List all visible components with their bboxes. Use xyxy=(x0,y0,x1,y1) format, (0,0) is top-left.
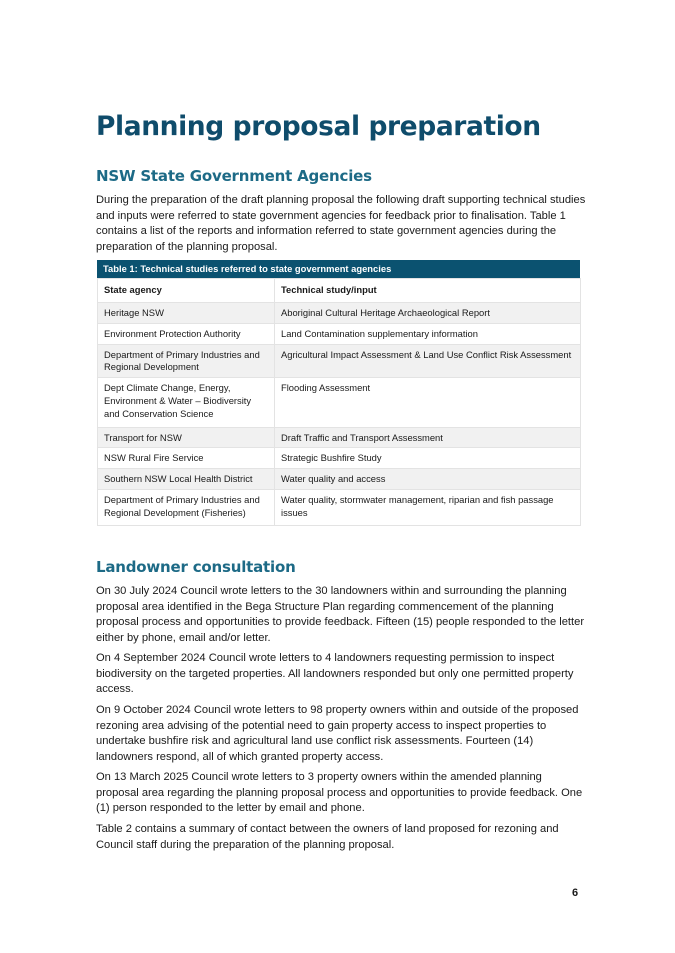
column-header-technical-study: Technical study/input xyxy=(275,279,581,303)
cell-study: Aboriginal Cultural Heritage Archaeological Report xyxy=(275,303,581,324)
section-heading-agencies: NSW State Government Agencies xyxy=(96,167,372,185)
cell-agency: Department of Primary Industries and Regional Development xyxy=(98,344,275,378)
cell-study: Flooding Assessment xyxy=(275,378,581,427)
agency-table xyxy=(97,278,581,526)
cell-study: Agricultural Impact Assessment & Land Use Conflict Risk Assessment xyxy=(275,344,581,378)
cell-agency: Heritage NSW xyxy=(98,303,275,324)
agencies-intro-paragraph: During the preparation of the draft planning proposal the following draft supporting technical studies and inputs were referred to state government agencies for feedback prior to finalisation. Table 1 contains a list of the reports and information referred to state government agencies during the preparation of the planning proposal. xyxy=(96,194,586,253)
table-row xyxy=(98,427,581,448)
cell-study: Strategic Bushfire Study xyxy=(275,448,581,469)
cell-agency: Department of Primary Industries and Regional Development (Fisheries) xyxy=(98,489,275,525)
landowner-paragraph-4: On 13 March 2025 Council wrote letters to 3 property owners within the amended planning proposal area regarding the planning proposal process and opportunities to provide feedback. One (1) person responded to the letter by email and phone. xyxy=(96,771,583,815)
table-row xyxy=(98,448,581,469)
landowner-paragraph-3: On 9 October 2024 Council wrote letters to 98 property owners within and outside of the proposed rezoning area advising of the potential need to gain property access to inspect properties to undertake bushfire risk and agricultural land use conflict risk assessments. Fourteen (14) landowners respond, all of which granted property access. xyxy=(96,704,579,763)
table-row xyxy=(98,323,581,344)
landowner-paragraph-2: On 4 September 2024 Council wrote letters to 4 landowners requesting permission to inspect biodiversity on the targeted properties. All landowners responded but only one permitted property access. xyxy=(96,652,574,696)
cell-agency: Environment Protection Authority xyxy=(98,323,275,344)
table-row xyxy=(98,344,581,378)
page-number: 6 xyxy=(572,887,579,899)
table-header-row xyxy=(98,279,581,303)
table-row xyxy=(98,489,581,525)
cell-agency: Southern NSW Local Health District xyxy=(98,469,275,490)
cell-agency: NSW Rural Fire Service xyxy=(98,448,275,469)
table-row xyxy=(98,303,581,324)
landowner-paragraph-1: On 30 July 2024 Council wrote letters to the 30 landowners within and surrounding the planning proposal area identified in the Bega Structure Plan regarding commencement of the planning proposal process and opportunities to provide feedback. Fifteen (15) people responded to the letter either by phone, email and/or letter. xyxy=(96,585,585,644)
page-title: Planning proposal preparation xyxy=(96,111,541,142)
table-caption: Table 1: Technical studies referred to state government agencies xyxy=(97,260,580,278)
cell-study: Water quality, stormwater management, riparian and fish passage issues xyxy=(275,489,581,525)
table-technical-studies xyxy=(97,260,580,526)
cell-study: Land Contamination supplementary information xyxy=(275,323,581,344)
column-header-state-agency: State agency xyxy=(98,279,275,303)
section-heading-landowner: Landowner consultation xyxy=(96,558,296,576)
landowner-paragraph-5: Table 2 contains a summary of contact between the owners of land proposed for rezoning and Council staff during the preparation of the planning proposal. xyxy=(96,823,559,851)
table-row xyxy=(98,378,581,427)
cell-agency: Dept Climate Change, Energy, Environment & Water – Biodiversity and Conservation Science xyxy=(98,378,275,427)
cell-study: Water quality and access xyxy=(275,469,581,490)
cell-agency: Transport for NSW xyxy=(98,427,275,448)
cell-study: Draft Traffic and Transport Assessment xyxy=(275,427,581,448)
table-row xyxy=(98,469,581,490)
